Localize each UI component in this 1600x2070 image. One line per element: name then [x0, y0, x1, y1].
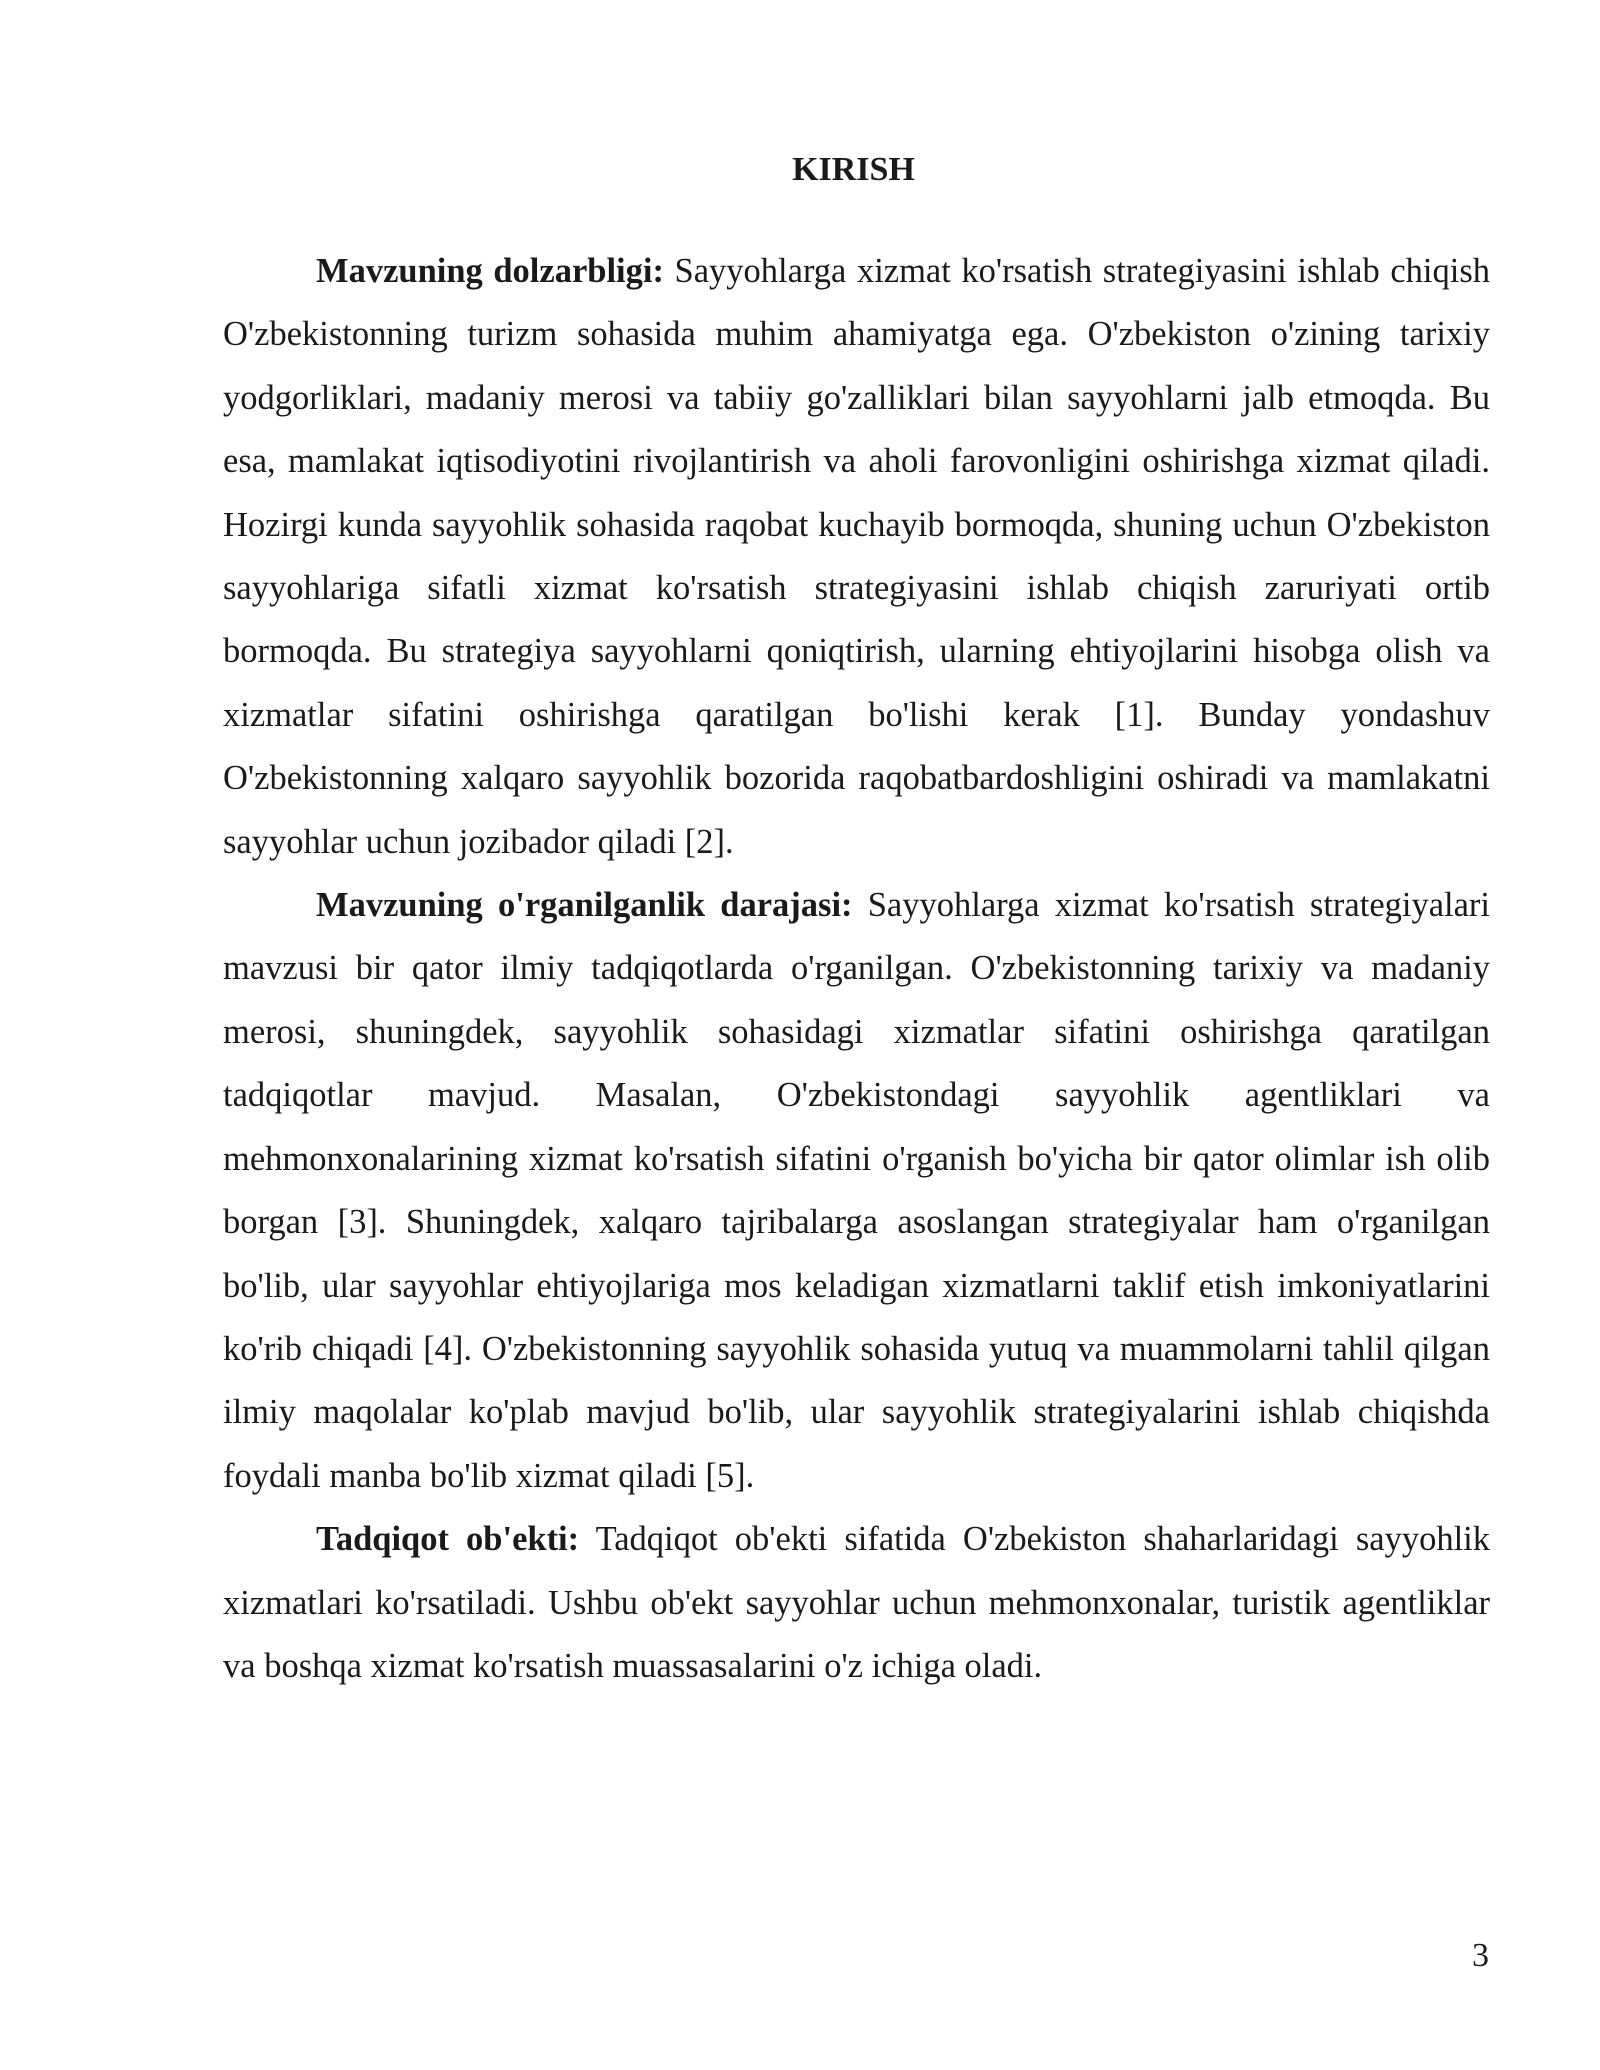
paragraph-text: Sayyohlarga xizmat ko'rsatish strategiyalari mavzusi bir qator ilmiy tadqiqotlarda o'rganilgan. O'zbekistonning tarixiy va madaniy merosi, shuningdek, sayyohlik sohasidagi xizmatlar sifatini oshirishga qaratilgan tadqiqotlar mavjud. Masalan, O'zbekistondagi sayyohlik agentliklari va mehmonxonalarining xizmat ko'rsatish sifatini o'rganish bo'yicha bir qator olimlar ish olib borgan [3]. Shuningdek, xalqaro tajribalarga asoslangan strategiyalar ham o'rganilgan bo'lib, ular sayyohlar ehtiyojlariga mos keladigan xizmatlarni taklif etish imkoniyatlarini ko'rib chiqadi [4]. O'zbekistonning sayyohlik sohasida yutuq va muammolarni tahlil qilgan ilmiy maqolalar ko'plab mavjud bo'lib, ular sayyohlik strategiyalarini ishlab chiqishda foydali manba bo'lib xizmat qiladi [5]. [223, 886, 1490, 1495]
paragraph-lead: Mavzuning dolzarbligi: [316, 252, 664, 290]
page-number: 3 [1472, 1937, 1489, 1974]
paragraph-text: Sayyohlarga xizmat ko'rsatish strategiyasini ishlab chiqish O'zbekistonning turizm sohasida muhim ahamiyatga ega. O'zbekiston o'zining tarixiy yodgorliklari, madaniy merosi va tabiiy go'zalliklari bilan sayyohlarni jalb etmoqda. Bu esa, mamlakat iqtisodiyotini rivojlantirish va aholi farovonligini oshirishga xizmat qiladi. Hozirgi kunda sayyohlik sohasida raqobat kuchayib bormoqda, shuning uchun O'zbekiston sayyohlariga sifatli xizmat ko'rsatish strategiyasini ishlab chiqish zaruriyati ortib bormoqda. Bu strategiya sayyohlarni qoniqtirish, ularning ehtiyojlarini hisobga olish va xizmatlar sifatini oshirishga qaratilgan bo'lishi kerak [1]. Bunday yondashuv O'zbekistonning xalqaro sayyohlik bozorida raqobatbardoshligini oshiradi va mamlakatni sayyohlar uchun jozibador qiladi [2]. [223, 252, 1490, 861]
document-body [223, 240, 1490, 1698]
paragraph-lead: Tadqiqot ob'ekti: [316, 1520, 580, 1559]
paragraph-obekti [223, 1508, 1490, 1698]
paragraph-dolzarbligi [223, 240, 1490, 874]
paragraph-organilganlik [223, 874, 1490, 1508]
paragraph-lead: Mavzuning o'rganilganlik darajasi: [316, 886, 853, 925]
paragraph-text: Tadqiqot ob'ekti sifatida O'zbekiston shaharlaridagi sayyohlik xizmatlari ko'rsatiladi. Ushbu ob'ekt sayyohlar uchun mehmonxonalar, turistik agentliklar va boshqa xizmat ko'rsatish muassasalarini o'z ichiga oladi. [223, 1520, 1490, 1685]
section-heading: KIRISH [792, 151, 915, 188]
